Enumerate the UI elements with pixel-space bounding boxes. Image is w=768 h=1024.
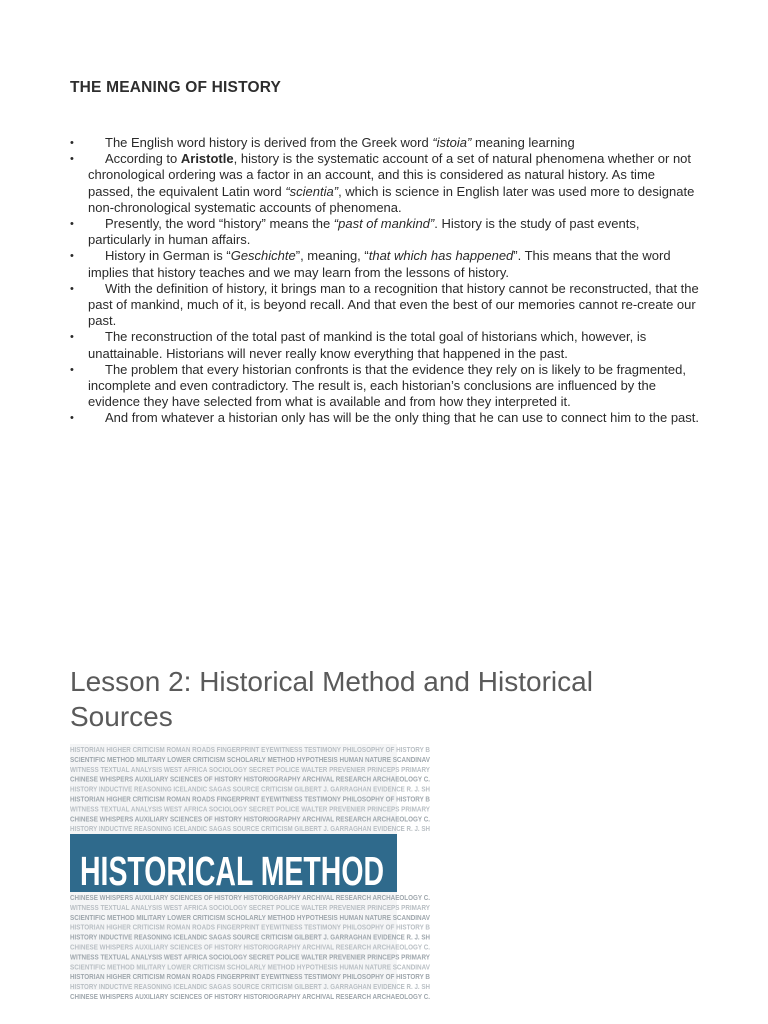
text-run: And from whatever a historian only has will be the only thing that he can use to connect him to the past.: [105, 410, 700, 426]
banner-text: HISTORICAL METHOD: [80, 848, 384, 894]
word-cloud-row: SCIENTIFIC METHOD MILITARY LOWER CRITICISM SCHOLARLY METHOD HYPOTHESIS HUMAN NATURE SCANDINAV: [70, 754, 431, 764]
italic-text: Geschichte: [230, 248, 296, 264]
word-cloud-row: CHINESE WHISPERS AUXILIARY SCIENCES OF HISTORY HISTORIOGRAPHY ARCHIVAL RESEARCH ARCHAEOLOGY C.: [70, 992, 430, 1001]
word-cloud-row: HISTORIAN HIGHER CRITICISM ROMAN ROADS FINGERPRINT EYEWITNESS TESTIMONY PHILOSOPHY OF HISTORY B: [70, 922, 430, 932]
bullet-text: [88, 135, 700, 151]
word-cloud-row: HISTORIAN HIGHER CRITICISM ROMAN ROADS FINGERPRINT EYEWITNESS TESTIMONY PHILOSOPHY OF HISTORY B: [70, 972, 430, 982]
text-run: Presently, the word “history” means the: [105, 216, 334, 232]
word-cloud-row: WITNESS TEXTUAL ANALYSIS WEST AFRICA SOCIOLOGY SECRET POLICE WALTER PREVENIER PRINCEPS PRIMARY: [70, 902, 431, 912]
word-cloud-row: CHINESE WHISPERS AUXILIARY SCIENCES OF HISTORY HISTORIOGRAPHY ARCHIVAL RESEARCH ARCHAEOLOGY C.: [70, 893, 430, 902]
word-cloud-row: WITNESS TEXTUAL ANALYSIS WEST AFRICA SOCIOLOGY SECRET POLICE WALTER PREVENIER PRINCEPS PRIMARY: [70, 952, 431, 962]
bullet-text: [88, 410, 700, 426]
italic-text: “scientia”: [285, 183, 339, 199]
bullet-text: [88, 281, 700, 330]
text-run: , history is the systematic account of a set of natural phenomena whether or not chronological ordering was a factor in an account, and this is considered as natural history. As time passed, the equivalent Latin word: [88, 151, 692, 199]
bullet-item: [70, 216, 700, 248]
text-run: The problem that every historian confronts is that the evidence they rely on is likely to be fragmented, incomplete and even contradictory. The result is, each historian’s conclusions are influenced by the evidence they have selected from what is available and from how they interpreted it.: [88, 361, 686, 410]
text-run: meaning learning: [471, 135, 575, 150]
bullet-glyph: •: [70, 412, 74, 425]
text-run: ”. This means that the word implies that history teaches and we may learn from the lessons of history.: [88, 248, 671, 280]
word-cloud-row: HISTORY INDUCTIVE REASONING ICELANDIC SAGAS SOURCE CRITICISM GILBERT J. GARRAGHAN EVIDENCE R. J. SH: [70, 982, 430, 992]
bullet-text: [88, 362, 700, 411]
bullet-text: [88, 329, 700, 361]
bullet-list: [70, 135, 700, 427]
text-run: , which is science in English later was used more to designate non-chronological systematic accounts of phenomena.: [88, 183, 695, 215]
bullet-glyph: •: [70, 153, 74, 166]
word-cloud-row: CHINESE WHISPERS AUXILIARY SCIENCES OF HISTORY HISTORIOGRAPHY ARCHIVAL RESEARCH ARCHAEOLOGY C.: [70, 774, 430, 784]
bullet-glyph: •: [70, 250, 74, 263]
bullet-glyph: •: [70, 282, 74, 295]
bullet-item: [70, 410, 700, 426]
page-heading: THE MEANING OF HISTORY: [70, 79, 282, 96]
bullet-text: [88, 216, 700, 248]
italic-text: “istoia”: [432, 135, 472, 150]
historical-method-graphic: [70, 744, 431, 1001]
word-cloud-row: HISTORIAN HIGHER CRITICISM ROMAN ROADS FINGERPRINT EYEWITNESS TESTIMONY PHILOSOPHY OF HISTORY B: [70, 794, 430, 804]
bullet-item: [70, 135, 700, 151]
word-cloud-row: CHINESE WHISPERS AUXILIARY SCIENCES OF HISTORY HISTORIOGRAPHY ARCHIVAL RESEARCH ARCHAEOLOGY C.: [70, 942, 430, 952]
italic-text: “past of mankind”: [333, 216, 435, 232]
bullet-item: [70, 329, 700, 361]
bullet-glyph: •: [70, 137, 74, 149]
text-run: ”, meaning, “: [295, 248, 369, 264]
text-run: . History is the study of past events, particularly in human affairs.: [88, 216, 640, 248]
word-cloud-row: HISTORIAN HIGHER CRITICISM ROMAN ROADS FINGERPRINT EYEWITNESS TESTIMONY PHILOSOPHY OF HISTORY B: [70, 745, 430, 754]
word-cloud-row: HISTORY INDUCTIVE REASONING ICELANDIC SAGAS SOURCE CRITICISM GILBERT J. GARRAGHAN EVIDENCE R. J. SH: [70, 932, 430, 942]
bullet-item: [70, 281, 700, 330]
bullet-item: [70, 151, 700, 216]
bullet-item: [70, 248, 700, 280]
bullet-text: [88, 248, 700, 280]
word-cloud-row: HISTORY INDUCTIVE REASONING ICELANDIC SAGAS SOURCE CRITICISM GILBERT J. GARRAGHAN EVIDENCE R. J. SH: [70, 824, 430, 834]
text-run: According to: [105, 151, 181, 167]
word-cloud-row: HISTORY INDUCTIVE REASONING ICELANDIC SAGAS SOURCE CRITICISM GILBERT J. GARRAGHAN EVIDENCE R. J. SH: [70, 784, 430, 794]
word-cloud-row: WITNESS TEXTUAL ANALYSIS WEST AFRICA SOCIOLOGY SECRET POLICE WALTER PREVENIER PRINCEPS PRIMARY: [70, 764, 431, 774]
bullet-glyph: •: [70, 363, 74, 376]
word-cloud-row: SCIENTIFIC METHOD MILITARY LOWER CRITICISM SCHOLARLY METHOD HYPOTHESIS HUMAN NATURE SCANDINAV: [70, 912, 431, 922]
word-cloud-row: WITNESS TEXTUAL ANALYSIS WEST AFRICA SOCIOLOGY SECRET POLICE WALTER PREVENIER PRINCEPS PRIMARY: [70, 804, 431, 814]
text-run: With the definition of history, it brings man to a recognition that history cannot be reconstructed, that the past of mankind, much of it, is beyond recall. And that even the best of our memories cannot re-create our past.: [88, 280, 699, 329]
text-run: The reconstruction of the total past of mankind is the total goal of historians which, however, is unattainable. Historians will never really know everything that happened in the past.: [88, 329, 647, 361]
word-cloud-row: SCIENTIFIC METHOD MILITARY LOWER CRITICISM SCHOLARLY METHOD HYPOTHESIS HUMAN NATURE SCANDINAV: [70, 962, 431, 972]
italic-text: that which has happened: [368, 248, 514, 264]
text-run: History in German is “: [105, 248, 231, 264]
bullet-glyph: •: [70, 331, 74, 344]
text-run: The English word history is derived from the Greek word: [105, 135, 433, 150]
bullet-text: [88, 151, 700, 216]
word-cloud-row: CHINESE WHISPERS AUXILIARY SCIENCES OF HISTORY HISTORIOGRAPHY ARCHIVAL RESEARCH ARCHAEOLOGY C.: [70, 814, 430, 824]
bullet-glyph: •: [70, 218, 74, 231]
bold-text: Aristotle: [180, 151, 234, 167]
lesson-title: Lesson 2: Historical Method and Historical Sources: [70, 666, 593, 732]
historical-method-image: [70, 744, 431, 1001]
bullet-item: [70, 362, 700, 411]
